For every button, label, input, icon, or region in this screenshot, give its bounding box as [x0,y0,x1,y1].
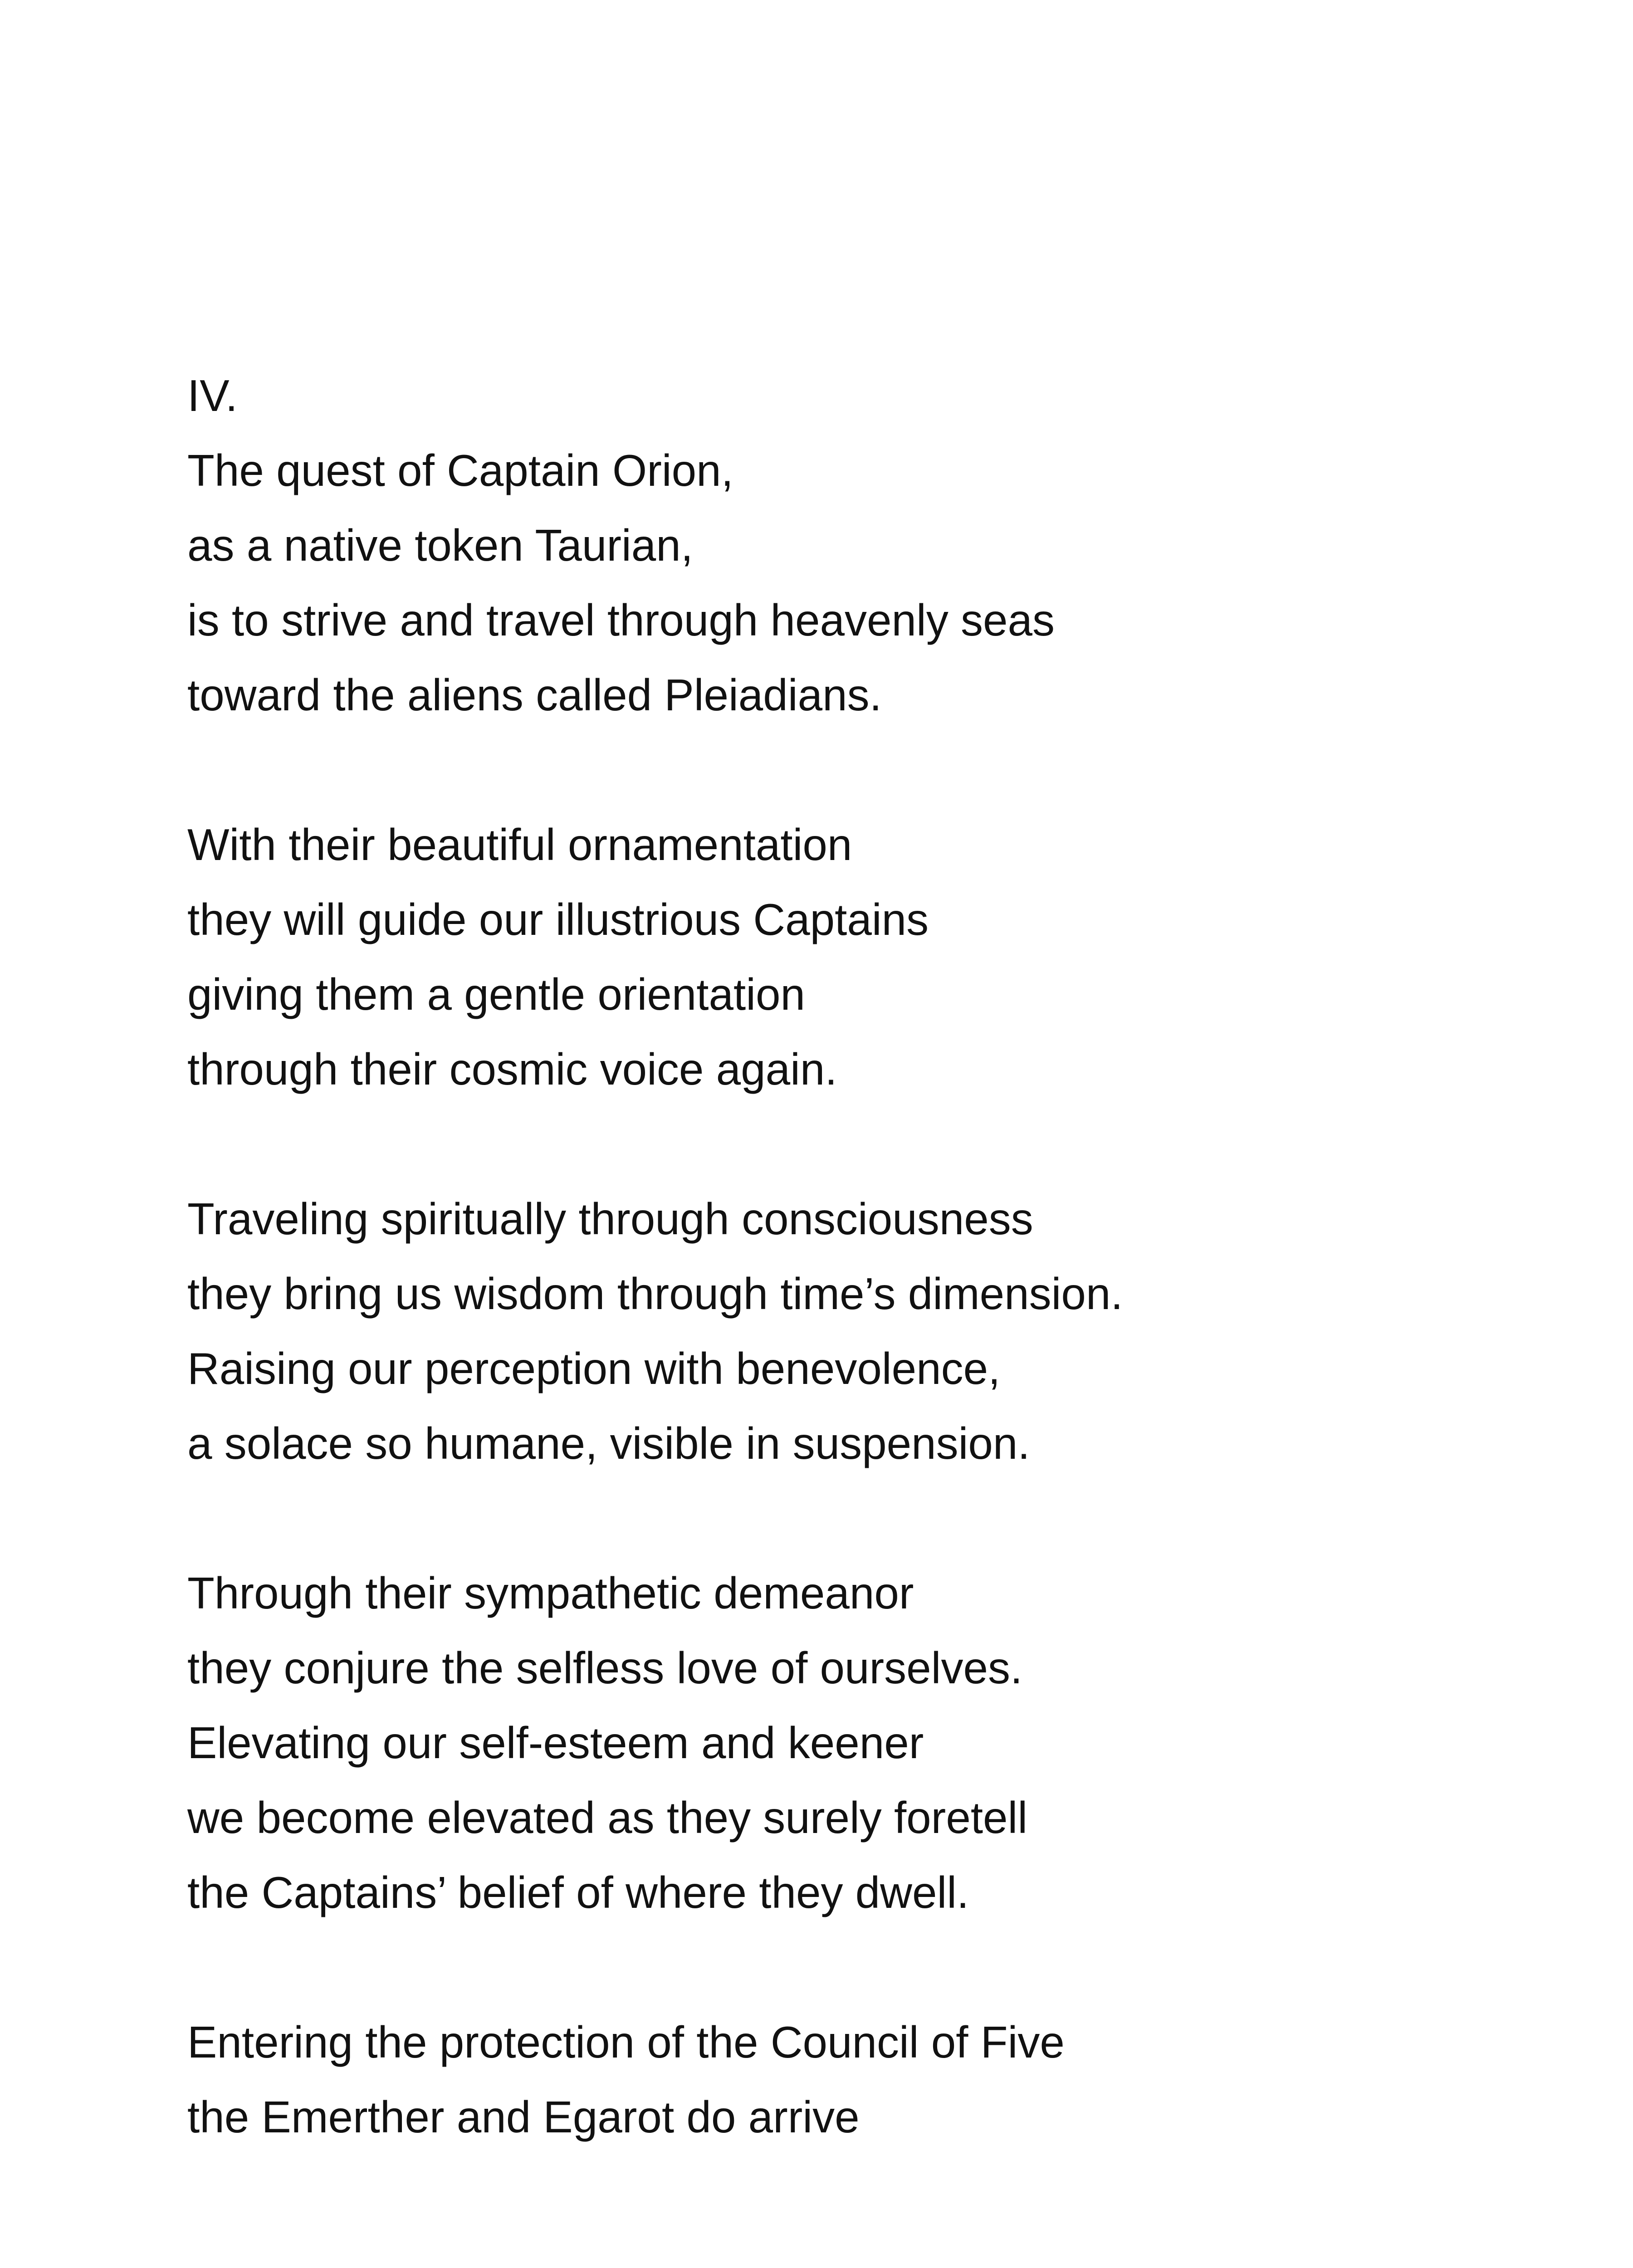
poem-line: Elevating our self-esteem and keener [187,1718,924,1768]
stanza-break [187,1107,1548,1182]
poem-line: they bring us wisdom through time’s dimension. [187,1269,1123,1319]
stanza-break [187,1481,1548,1556]
poem-line: With their beautiful ornamentation [187,820,852,870]
poem-line: through their cosmic voice again. [187,1044,837,1094]
poem-line: The quest of Captain Orion, [187,445,733,495]
poem-text [187,358,1548,2155]
stanza-break [187,733,1548,807]
poem-line: Traveling spiritually through consciousness [187,1194,1033,1244]
poem-line: Through their sympathetic demeanor [187,1568,914,1618]
poem-line: Entering the protection of the Council of Five [187,2017,1065,2067]
poem-line: a solace so humane, visible in suspension. [187,1418,1030,1468]
poem-line: they will guide our illustrious Captains [187,894,929,944]
poem-line: they conjure the selfless love of ourselves. [187,1643,1023,1693]
poem-line: we become elevated as they surely foretell [187,1793,1028,1843]
poem-line: as a native token Taurian, [187,520,694,570]
poem-line: toward the aliens called Pleiadians. [187,670,882,720]
poem-line: giving them a gentle orientation [187,969,805,1019]
poem-line: the Emerther and Egarot do arrive [187,2092,860,2142]
section-heading: IV. [187,371,238,420]
poem-line: is to strive and travel through heavenly seas [187,595,1055,645]
poem-line: the Captains’ belief of where they dwell. [187,1867,969,1917]
stanza-break [187,1930,1548,2005]
poem-line: Raising our perception with benevolence, [187,1344,1001,1393]
